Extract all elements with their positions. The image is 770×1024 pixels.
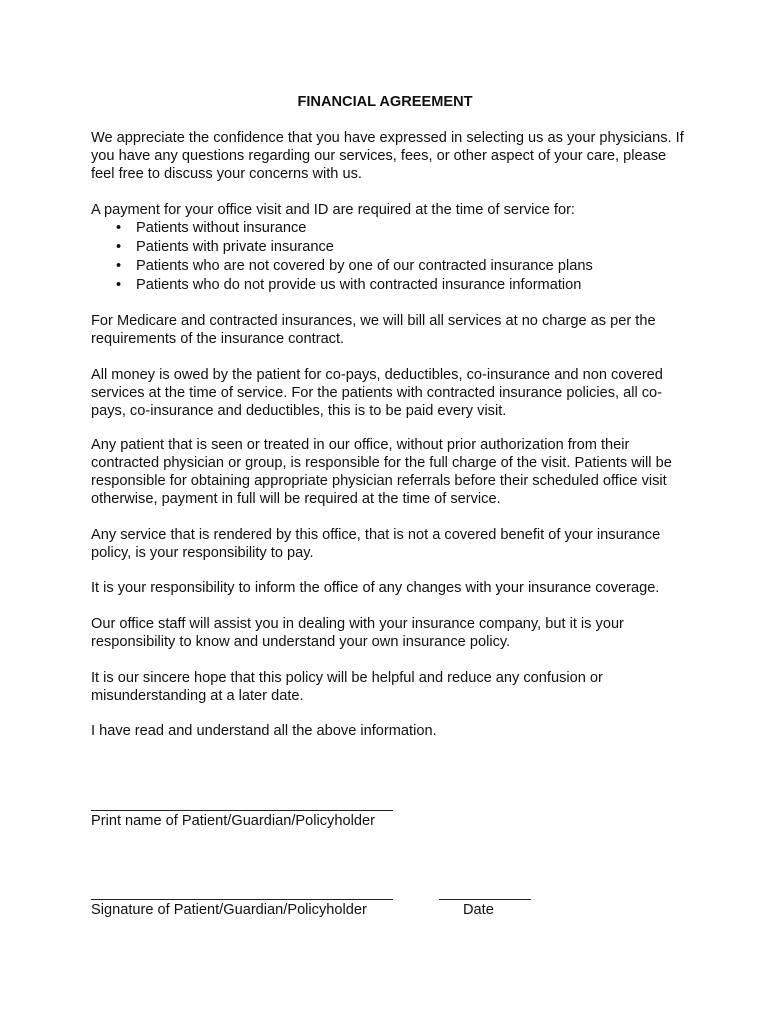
- print-name-label: Print name of Patient/Guardian/Policyholder: [91, 813, 375, 829]
- payment-required-list: [91, 219, 691, 295]
- list-item: [91, 276, 691, 295]
- list-item: [91, 238, 691, 257]
- bullet-icon: •: [116, 239, 122, 255]
- document-title: FINANCIAL AGREEMENT: [297, 94, 473, 110]
- list-item-text: Patients who are not covered by one of our contracted insurance plans: [136, 258, 593, 274]
- intro-paragraph: We appreciate the confidence that you have expressed in selecting us as your physicians. If you have any questions regarding our services, fees, or other aspect of your care, please feel free to discuss your concerns with us.: [91, 130, 684, 182]
- acknowledge-paragraph: I have read and understand all the above information.: [91, 723, 437, 739]
- payment-intro-paragraph: A payment for your office visit and ID are required at the time of service for:: [91, 202, 575, 218]
- list-item: [91, 257, 691, 276]
- authorization-paragraph: Any patient that is seen or treated in our office, without prior authorization from their contracted physician or group, is responsible for the full charge of the visit. Patients will be responsible for obtaining appropriate physician referrals before their scheduled office visit otherwise, payment in full will be required at the time of service.: [91, 437, 672, 507]
- list-item: [91, 219, 691, 238]
- bullet-icon: •: [116, 220, 122, 236]
- bullet-icon: •: [116, 277, 122, 293]
- hope-paragraph: It is our sincere hope that this policy will be helpful and reduce any confusion or misunderstanding at a later date.: [91, 670, 603, 704]
- bullet-icon: •: [116, 258, 122, 274]
- money-owed-paragraph: All money is owed by the patient for co-pays, deductibles, co-insurance and non covered services at the time of service. For the patients with contracted insurance policies, all co-pays, co-insurance and deductibles, this is to be paid every visit.: [91, 367, 663, 419]
- signature-label: Signature of Patient/Guardian/Policyholder: [91, 902, 367, 918]
- signature-line[interactable]: [91, 899, 393, 900]
- date-line[interactable]: [439, 899, 531, 900]
- list-item-text: Patients without insurance: [136, 220, 307, 236]
- inform-paragraph: It is your responsibility to inform the office of any changes with your insurance coverage.: [91, 580, 660, 596]
- staff-paragraph: Our office staff will assist you in dealing with your insurance company, but it is your responsibility to know and understand your own insurance policy.: [91, 616, 624, 650]
- medicare-paragraph: For Medicare and contracted insurances, we will bill all services at no charge as per the requirements of the insurance contract.: [91, 313, 656, 347]
- list-item-text: Patients with private insurance: [136, 239, 334, 255]
- non-covered-paragraph: Any service that is rendered by this office, that is not a covered benefit of your insurance policy, is your responsibility to pay.: [91, 527, 661, 561]
- date-label: Date: [463, 902, 494, 918]
- print-name-line[interactable]: [91, 810, 393, 811]
- list-item-text: Patients who do not provide us with contracted insurance information: [136, 277, 582, 293]
